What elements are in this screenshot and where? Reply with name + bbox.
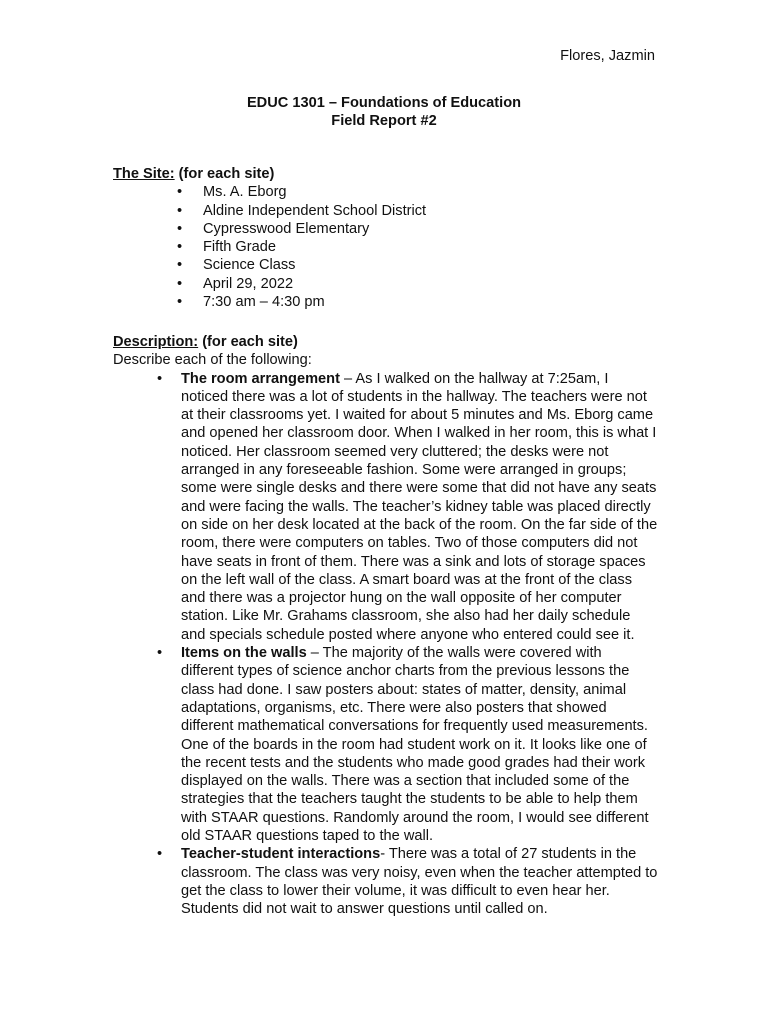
description-list <box>113 370 658 919</box>
site-heading <box>113 165 658 183</box>
description-text: – The majority of the walls were covered with different types of science anchor charts from the previous lessons the class had done. I saw posters about: states of matter, density, animal adaptations, organisms, etc. There were also posters that showed different mathematical conversations for frequently used measurements. One of the boards in the room had student work on it. It looks like one of the recent tests and the students who made good grades had their work displayed on the walls. There was a section that included some of the strategies that the teachers taught the students to be able to help them with STAAR questions. Randomly around the room, I would see different old STAAR questions taped to the wall. <box>181 645 649 845</box>
site-heading-note: (for each site) <box>174 166 275 182</box>
description-text: - There was a total of 27 students in the classroom. The class was very noisy, even when the teacher attempted to get the class to lower their volume, it was difficult to even hear her. Students did not wait to answer questions until called on. <box>181 846 658 918</box>
site-section <box>113 165 658 311</box>
description-heading-note: (for each site) <box>198 334 298 350</box>
bullet-icon: • <box>177 275 183 292</box>
site-item-text: April 29, 2022 <box>203 275 294 292</box>
bullet-icon: • <box>177 239 183 256</box>
description-item-room-arrangement <box>113 370 658 644</box>
description-item-items-on-walls <box>113 644 658 845</box>
site-heading-label: The Site: <box>113 166 175 182</box>
description-term: Teacher-student interactions <box>181 846 381 863</box>
site-list-item <box>113 220 658 238</box>
description-term: The room arrangement <box>181 370 340 387</box>
bullet-icon: • <box>157 846 163 863</box>
course-title: EDUC 1301 – Foundations of Education <box>246 95 522 111</box>
site-item-text: 7:30 am – 4:30 pm <box>203 294 325 311</box>
site-list-item <box>113 293 658 311</box>
bullet-icon: • <box>177 202 183 219</box>
bullet-icon: • <box>157 645 163 662</box>
description-term: Items on the walls <box>181 645 307 662</box>
site-list-item <box>113 202 658 220</box>
bullet-icon: • <box>177 294 183 311</box>
author-name: Flores, Jazmin <box>560 48 655 64</box>
site-item-text: Fifth Grade <box>203 239 276 256</box>
bullet-icon: • <box>157 370 163 387</box>
bullet-icon: • <box>177 257 183 274</box>
site-list-item <box>113 238 658 256</box>
description-text: – As I walked on the hallway at 7:25am, I noticed there was a lot of students in the hallway. The teachers were not at their classrooms yet. I waited for about 5 minutes and Ms. Eborg came and opened her classroom door. When I walked in her room, this is what I noticed. Her classroom seemed very cluttered; the desks were not arranged in any foreseeable fashion. Some were arranged in groups; some were single desks and there were some that did not have any seats and were facing the walls. The teacher’s kidney table was placed directly on side on her desk located at the back of the room. On the far side of the room, there were computers on tables. Two of those computers did not have seats in front of them. There was a sink and lots of storage spaces on the left wall of the class. A smart board was at the front of the class and there was a projector hung on the wall opposite of her computer station. Like Mr. Grahams classroom, she also had her daily schedule and specials schedule posted where anyone who entered could see it. <box>181 370 658 643</box>
site-item-text: Ms. A. Eborg <box>203 184 287 201</box>
bullet-icon: • <box>177 184 183 201</box>
bullet-icon: • <box>177 220 183 237</box>
site-item-text: Science Class <box>203 257 296 274</box>
description-heading-label: Description: <box>113 334 199 350</box>
site-list <box>113 183 658 311</box>
description-item-teacher-student <box>113 845 658 918</box>
description-intro: Describe each of the following: <box>113 352 312 369</box>
site-item-text: Cypresswood Elementary <box>203 220 370 237</box>
site-item-text: Aldine Independent School District <box>203 202 427 219</box>
description-heading <box>113 333 658 351</box>
report-title: Field Report #2 <box>331 113 437 129</box>
document-title <box>0 94 768 130</box>
site-list-item <box>113 275 658 293</box>
description-section <box>113 333 658 919</box>
site-list-item <box>113 256 658 274</box>
site-list-item <box>113 183 658 201</box>
